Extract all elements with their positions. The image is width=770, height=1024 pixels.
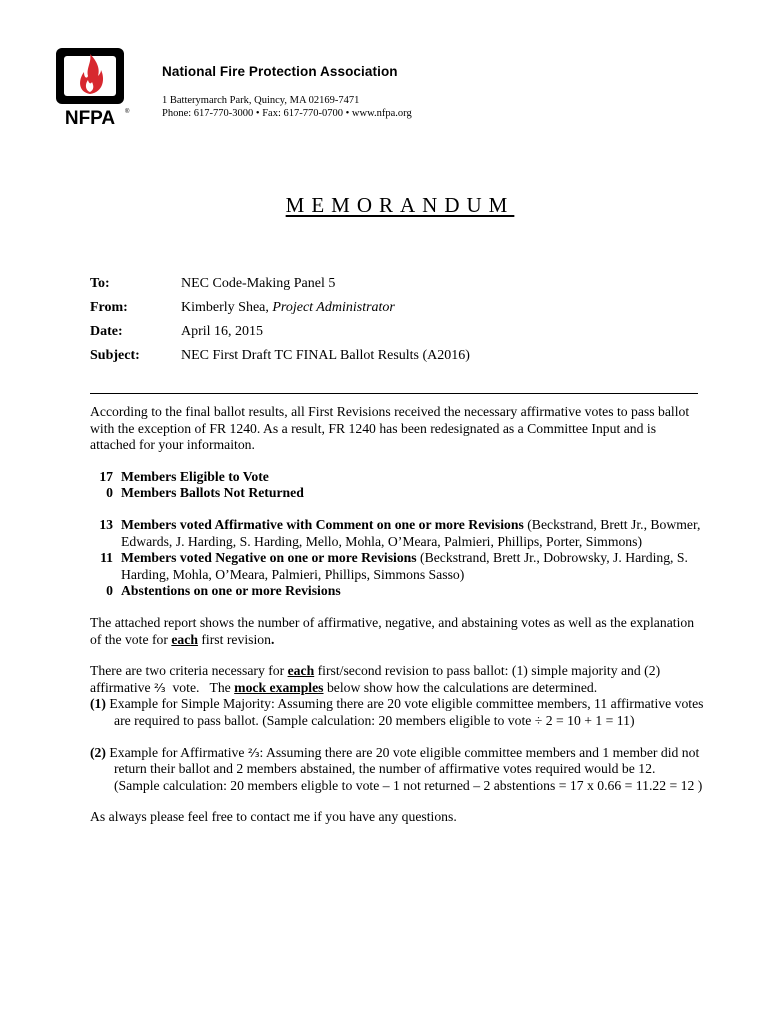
example2-num: (2) bbox=[90, 744, 106, 760]
memo-header bbox=[90, 276, 470, 372]
contact-line: Phone: 617-770-3000 • Fax: 617-770-0700 • www.nfpa.org bbox=[162, 108, 412, 119]
org-name: National Fire Protection Association bbox=[162, 64, 398, 79]
count-abstain-num: 0 bbox=[106, 583, 113, 599]
count-eligible-num: 17 bbox=[99, 468, 113, 484]
count-negative-names: (Beckstrand, Brett Jr., Dobrowsky, J. Harding, S. Harding, Mohla, O’Meara, Palmieri, Phillips, Simmons Sasso) bbox=[121, 550, 688, 582]
criteria-mock-examples: mock examples bbox=[234, 679, 324, 695]
subject-label: Subject: bbox=[90, 348, 140, 363]
count-abstain-label: Abstentions on one or more Revisions bbox=[121, 583, 341, 599]
date-label: Date: bbox=[90, 324, 123, 339]
criteria-text-end: below show how the calculations are determined. bbox=[323, 679, 598, 695]
nfpa-logo-mark bbox=[52, 46, 128, 130]
count-affirmative-num: 13 bbox=[99, 516, 113, 532]
criteria-paragraph bbox=[90, 663, 704, 696]
from-value bbox=[181, 300, 395, 316]
example-simple-majority bbox=[90, 696, 704, 729]
to-value: NEC Code-Making Panel 5 bbox=[181, 276, 336, 291]
from-label: From: bbox=[90, 300, 128, 315]
example-two-thirds bbox=[90, 745, 704, 795]
memo-body bbox=[90, 404, 704, 826]
count-negative-text bbox=[121, 550, 704, 583]
letterhead bbox=[162, 64, 412, 120]
count-abstain bbox=[90, 583, 704, 600]
from-name: Kimberly Shea, bbox=[181, 300, 273, 315]
report-paragraph bbox=[90, 615, 704, 648]
criteria-vote: vote. The bbox=[165, 679, 235, 695]
criteria-text-mid: first/second revision to pass ballot: (1) simple majority and (2) affirmative bbox=[90, 663, 661, 695]
criteria-fraction: ²⁄₃ bbox=[153, 680, 166, 695]
subject-value: NEC First Draft TC FINAL Ballot Results (A2016) bbox=[181, 348, 470, 363]
logo-text: NFPA bbox=[64, 108, 116, 129]
criteria-text: There are two criteria necessary for bbox=[90, 663, 288, 679]
example2-text: Example for Affirmative bbox=[105, 744, 248, 760]
closing-paragraph: As always please feel free to contact me if you have any questions. bbox=[90, 809, 457, 825]
address-line: 1 Batterymarch Park, Quincy, MA 02169-7471 bbox=[162, 95, 360, 106]
example2-fraction: ²⁄₃ bbox=[247, 745, 260, 760]
count-negative-num: 11 bbox=[100, 550, 113, 566]
header-divider bbox=[90, 393, 698, 394]
count-not-returned-num: 0 bbox=[106, 485, 113, 501]
count-affirmative-text bbox=[121, 517, 704, 550]
criteria-each: each bbox=[287, 663, 315, 679]
example2-text-end: : Assuming there are 20 vote eligible committee members and 1 member did not return their ballot and 2 members abstained, the number of affirmative votes required would be 12. (Sample calculation: 20 members eligble to vote – 1 not returned – 2 abstentions = 17 x 0.66 = 11.22 = 12 ) bbox=[114, 744, 703, 793]
date-row bbox=[90, 324, 470, 348]
report-each: each bbox=[171, 631, 198, 647]
svg-text:®: ® bbox=[125, 109, 130, 115]
count-not-returned-label: Members Ballots Not Returned bbox=[121, 485, 304, 501]
count-negative bbox=[90, 550, 704, 583]
memo-title: MEMORANDUM bbox=[285, 193, 515, 217]
date-value: April 16, 2015 bbox=[181, 324, 264, 339]
count-affirmative-names: (Beckstrand, Brett Jr., Bowmer, Edwards, J. Harding, S. Harding, Mello, Mohla, O’Meara, Palmieri, Phillips, Porter, Simmons) bbox=[121, 516, 701, 549]
count-eligible bbox=[90, 469, 704, 486]
to-row bbox=[90, 276, 470, 300]
report-period: . bbox=[270, 631, 275, 647]
count-eligible-label: Members Eligible to Vote bbox=[121, 468, 269, 484]
count-affirmative bbox=[90, 517, 704, 550]
count-affirmative-label: Members voted Affirmative with Comment on one or more Revisions bbox=[121, 516, 524, 532]
subject-row bbox=[90, 348, 470, 372]
example1-num: (1) bbox=[90, 696, 106, 712]
count-not-returned bbox=[90, 485, 704, 502]
nfpa-logo bbox=[52, 46, 128, 130]
count-negative-label: Members voted Negative on one or more Revisions bbox=[121, 550, 417, 566]
to-label: To: bbox=[90, 276, 110, 291]
org-address bbox=[162, 94, 412, 120]
from-row bbox=[90, 300, 470, 324]
intro-paragraph: According to the final ballot results, all First Revisions received the necessary affirmative votes to pass ballot with the exception of FR 1240. As a result, FR 1240 has been redesignated as a Committee Input and is attached for your informaiton. bbox=[90, 404, 690, 453]
report-text: The attached report shows the number of affirmative, negative, and abstaining votes as well as the explanation of the vote for bbox=[90, 614, 695, 647]
report-text-end: first revision bbox=[197, 631, 271, 647]
from-role: Project Administrator bbox=[272, 300, 395, 315]
example1-text: Example for Simple Majority: Assuming there are 20 vote eligible committee members, 11 affirmative votes are required to pass ballot. (Sample calculation: 20 members eligible to vote ÷ 2 = 10 + 1 = 11) bbox=[105, 696, 704, 728]
